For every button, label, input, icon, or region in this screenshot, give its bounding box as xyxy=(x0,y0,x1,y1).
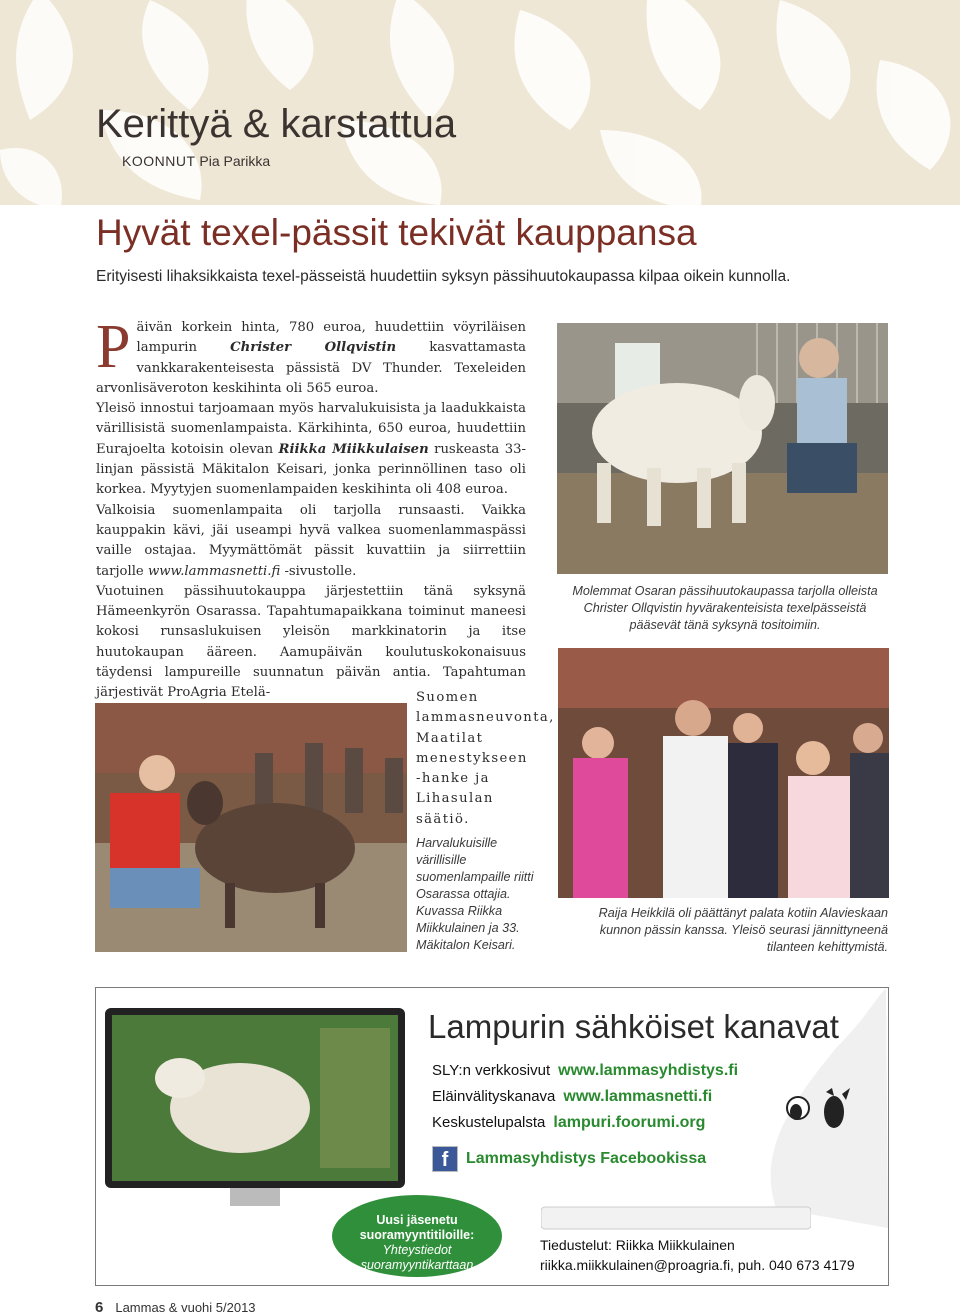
new-member-benefit-badge xyxy=(332,1195,502,1277)
badge-line-4: suoramyyntikarttaan xyxy=(360,1258,474,1272)
paragraph-3-text-a: Valkoisia suomenlampaita oli tarjolla runsaasti. Vaikka kauppakin kävi, jäi useampi hyvä valkea suomenlammaspässi vaille ostajaa. Myymättömät pässit kuvattiin ja siirrettiin tarjolle xyxy=(96,502,526,579)
photo-caption-3: Raija Heikkilä oli päättänyt palata kotiin Alavieskaan kunnon pässin kanssa. Yleisö seurasi jännittyneenä tilanteen kehittymistä. xyxy=(598,906,888,954)
lammasnetti-link[interactable]: www.lammasnetti.fi xyxy=(147,563,281,579)
person-name-ollqvist: Christer Ollqvistin xyxy=(230,340,397,356)
page-footer xyxy=(95,1299,256,1316)
ad-row-elainvalitys xyxy=(432,1088,712,1106)
article-headline: Hyvät texel-pässit tekivät kauppansa xyxy=(96,212,697,253)
photo-caption-2: Harvalukuisille värillisille suomenlampaille riitti Osarassa ottajia. Kuvassa Riikka Miikkulainen ja 33. Mäkitalon Keisari. xyxy=(416,836,534,952)
ad-row-label: SLY:n verkkosivut xyxy=(432,1062,551,1079)
photo-texel-ram xyxy=(557,323,888,574)
drop-cap: P xyxy=(96,313,131,381)
article-lead: Erityisesti lihaksikkaista texel-pässeistä huudettiin syksyn pässihuutokaupassa kilpaa oikein kunnolla. xyxy=(96,268,791,285)
ad-row-label: Eläinvälityskanava xyxy=(432,1088,556,1105)
page-number: 6 xyxy=(95,1299,104,1316)
paragraph-4-tail: Suomen lammasneuvonta, Maatilat menestykseen -hanke ja Lihasulan säätiö. xyxy=(416,690,555,827)
photo-caption-1: Molemmat Osaran pässihuutokaupassa tarjolla olleista Christer Ollqvistin hyvärakenteisista texelpässeistä pääsevät tänä syksynä tositoimiin. xyxy=(572,584,878,632)
paragraph-1-text-b: kasvattamasta vankkarakenteisesta pässistä DV Thunder. Texeleiden arvonlisäveroton keskihinta oli 565 euroa. xyxy=(96,340,526,396)
paragraph-1-text-a: äivän korkein hinta, 780 euroa, huudettiin vöyriläisen lampurin xyxy=(136,320,526,356)
advertisement-box xyxy=(95,987,889,1286)
paragraph-3-text-b: -sivustolle. xyxy=(280,563,357,579)
ad-row-label: Keskustelupalsta xyxy=(432,1114,546,1131)
computer-monitor-illustration xyxy=(100,1008,410,1208)
facebook-link[interactable] xyxy=(432,1146,706,1172)
ad-link-lammasyhdistys[interactable]: www.lammasyhdistys.fi xyxy=(558,1062,739,1079)
article-body xyxy=(96,313,526,704)
facebook-icon: f xyxy=(432,1146,458,1172)
paragraph-2-text-a: Yleisö innostui tarjoamaan myös harvalukuisista ja laadukkaista värillisistä suomenlampaista. Kärkihinta, 650 euroa, huudettiin Eurajoelta kotoisin olevan xyxy=(96,401,526,457)
ad-contact xyxy=(540,1235,855,1275)
keyboard-illustration xyxy=(541,1203,811,1233)
paragraph-1 xyxy=(96,313,526,399)
badge-line-3: Yhteystiedot xyxy=(382,1243,452,1257)
ad-title: Lampurin sähköiset kanavat xyxy=(428,1008,839,1045)
publication-name: Lammas & vuohi 5/2013 xyxy=(115,1300,256,1315)
badge-line-2: suoramyyntitiloille: xyxy=(359,1228,475,1242)
ad-row-keskustelupalsta xyxy=(432,1114,705,1132)
ad-link-foorumi[interactable]: lampuri.foorumi.org xyxy=(553,1114,706,1131)
ad-row-verkkosivut xyxy=(432,1062,738,1080)
byline xyxy=(122,153,270,169)
section-title: Kerittyä & karstattua xyxy=(96,102,457,146)
paragraph-4: Vuotuinen pässihuutokauppa järjestettiin tänä syksynä Hämeenkyrön Osarassa. Tapahtumapaikkana toiminut maneesi kokosi runsaslukuisen yleisön markkinatorin ja itse huutokaupan ääreen. Aamupäivän koulutuskokonaisuus täydensi lampureille suunnatun päivän antia. Tapahtuman järjestivät ProAgria Etelä- xyxy=(96,583,526,701)
paragraph-2-text-b: ruskeasta 33-linjan pässistä Mäkitalon Keisari, jonka perinnöllinen taso oli korkea. Myytyjen suomenlampaiden keskihinta oli 408 euroa. xyxy=(96,441,526,498)
paragraph-3 xyxy=(96,501,526,582)
paragraph-2 xyxy=(96,399,526,500)
contact-line-2[interactable]: riikka.miikkulainen@proagria.fi, puh. 040 673 4179 xyxy=(540,1257,855,1273)
photo-audience xyxy=(558,648,889,898)
person-name-miikkulainen: Riikka Miikkulaisen xyxy=(278,441,429,457)
byline-name: Pia Parikka xyxy=(199,153,271,169)
contact-line-1: Tiedustelut: Riikka Miikkulainen xyxy=(540,1237,735,1253)
facebook-label: Lammasyhdistys Facebookissa xyxy=(466,1150,707,1168)
photo-brown-sheep xyxy=(95,703,407,952)
byline-label: KOONNUT xyxy=(122,153,196,169)
sheep-and-goat-icon xyxy=(782,1086,854,1138)
ad-link-lammasnetti[interactable]: www.lammasnetti.fi xyxy=(563,1088,713,1105)
badge-line-1: Uusi jäsenetu xyxy=(376,1213,458,1227)
